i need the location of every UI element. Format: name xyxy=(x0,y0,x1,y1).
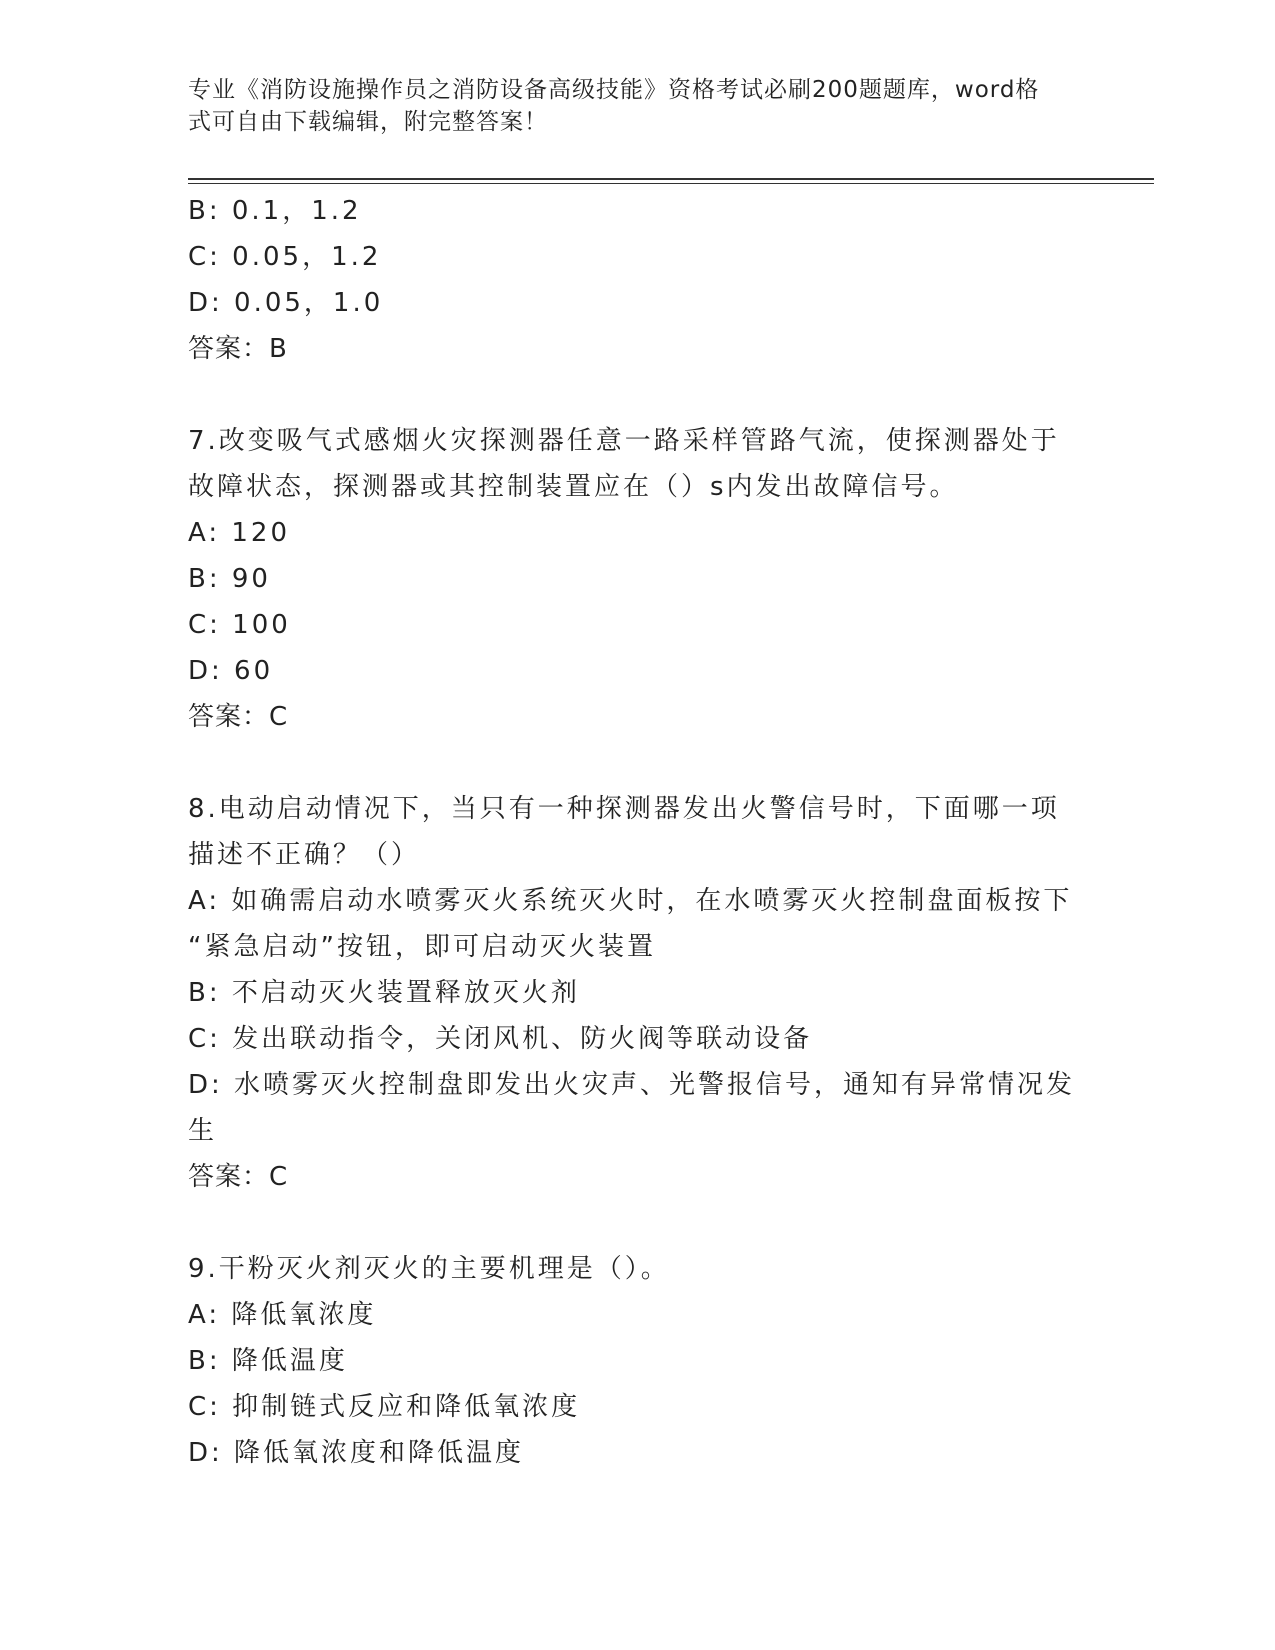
option-d: D: 60 xyxy=(188,656,274,686)
header-line-1: 专业《消防设施操作员之消防设备高级技能》资格考试必刷200题题库，word格 xyxy=(188,77,1040,103)
answer-line: 答案：C xyxy=(188,702,289,732)
spacer xyxy=(188,740,1078,786)
option-c: C: 抑制链式反应和降低氧浓度 xyxy=(188,1392,581,1422)
option-d: D: 降低氧浓度和降低温度 xyxy=(188,1438,525,1468)
option-b: B: 不启动灭火装置释放灭火剂 xyxy=(188,978,580,1008)
previous-question-tail xyxy=(188,188,1078,372)
document-header xyxy=(188,74,1068,138)
option-d: D: 水喷雾灭火控制盘即发出火灾声、光警报信号，通知有异常情况发 xyxy=(188,1070,1076,1100)
answer-line: 答案：C xyxy=(188,1162,289,1192)
option-b: B: 降低温度 xyxy=(188,1346,348,1376)
option-b: B: 90 xyxy=(188,564,271,594)
option-c: C: 发出联动指令，关闭风机、防火阀等联动设备 xyxy=(188,1024,813,1054)
option-a: A: 如确需启动水喷雾灭火系统灭火时，在水喷雾灭火控制盘面板按下 xyxy=(188,886,1073,916)
option-d: D: 0.05，1.0 xyxy=(188,288,384,318)
question-stem-line: 描述不正确？（） xyxy=(188,840,421,870)
option-c: C: 100 xyxy=(188,610,291,640)
question-stem-line: 8.电动启动情况下，当只有一种探测器发出火警信号时，下面哪一项 xyxy=(188,794,1060,824)
question-stem-line: 7.改变吸气式感烟火灾探测器任意一路采样管路气流，使探测器处于 xyxy=(188,426,1060,456)
answer-line: 答案：B xyxy=(188,334,288,364)
question-content xyxy=(188,188,1078,1476)
option-d-continued: 生 xyxy=(188,1116,218,1146)
option-a-continued: “紧急启动”按钮，即可启动灭火装置 xyxy=(188,932,656,962)
option-a: A: 120 xyxy=(188,518,290,548)
question-stem-line: 9.干粉灭火剂灭火的主要机理是（）。 xyxy=(188,1254,670,1284)
question-8 xyxy=(188,786,1078,1200)
option-a: A: 降低氧浓度 xyxy=(188,1300,377,1330)
option-c: C: 0.05，1.2 xyxy=(188,242,382,272)
question-stem-line: 故障状态，探测器或其控制装置应在（）s内发出故障信号。 xyxy=(188,472,959,502)
option-b: B: 0.1，1.2 xyxy=(188,196,362,226)
spacer xyxy=(188,1200,1078,1246)
header-line-2: 式可自由下载编辑，附完整答案！ xyxy=(188,109,548,135)
header-divider xyxy=(188,178,1154,184)
question-9 xyxy=(188,1246,1078,1476)
spacer xyxy=(188,372,1078,418)
question-7 xyxy=(188,418,1078,740)
